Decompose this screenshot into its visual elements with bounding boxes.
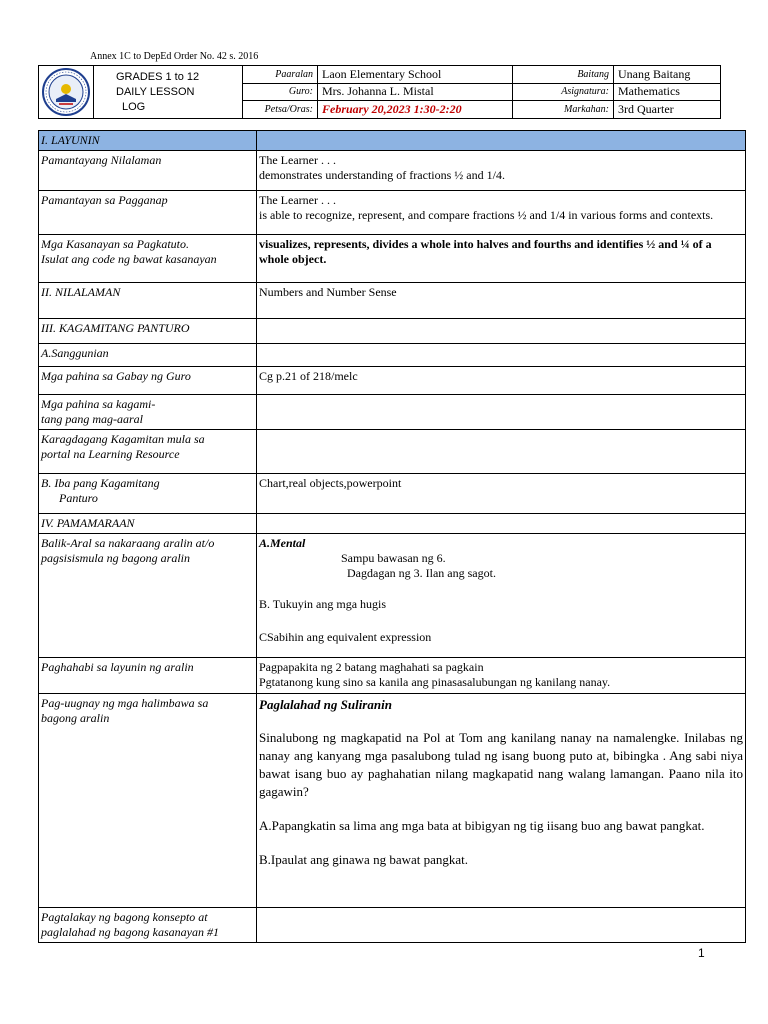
paghahabi-label: Paghahabi sa layunin ng aralin — [39, 658, 257, 694]
suliranin-paragraph: Sinalubong ng magkapatid na Pol at Tom ang kanilang nanay na namalengke. Inilabas ng nanay ang kanyang mga pasalubong tulad ng isang buong puto at, bibingka . Ang sabi niya bawat isang buo ay paghahatian nilang magkapatid nang walang lamangan. Paano nila ito gagawin? — [259, 730, 743, 799]
mental-line1: Sampu bawasan ng 6. — [341, 551, 446, 565]
school-value: Laon Elementary School — [318, 66, 513, 84]
mental-b: B. Tukuyin ang mga hugis — [259, 597, 387, 611]
nilalaman2-text: Numbers and Number Sense — [257, 283, 746, 319]
pagtalakay-label-line2: paglalahad ng bagong kasanayan #1 — [41, 925, 219, 939]
deped-seal-icon — [41, 67, 91, 117]
pagganap-line2: is able to recognize, represent, and compare fractions ½ and 1/4 in various forms and contexts. — [259, 208, 714, 222]
suliranin-title: Paglalahad ng Suliranin — [259, 697, 392, 712]
gabay-label: Mga pahina sa Gabay ng Guro — [39, 367, 257, 395]
iba-text: Chart,real objects,powerpoint — [257, 474, 746, 514]
nilalaman-line2: demonstrates understanding of fractions ½ and 1/4. — [259, 168, 505, 182]
karagdagan-label-line1: Karagdagang Kagamitan mula sa — [41, 432, 205, 446]
dll-title-line2: DAILY LESSON — [116, 85, 195, 98]
annex-reference: Annex 1C to DepEd Order No. 42 s. 2016 — [90, 51, 259, 62]
kagami-label-line1: Mga pahina sa kagami- — [41, 397, 156, 411]
date-label: Petsa/Oras: — [243, 101, 318, 119]
teacher-label: Guro: — [243, 83, 318, 101]
mental-line2: Dagdagan ng 3. Ilan ang sagot. — [347, 566, 496, 580]
header-table — [38, 65, 721, 119]
school-label: Paaralan — [243, 66, 318, 84]
grade-value: Unang Baitang — [614, 66, 721, 84]
suliranin-b: B.Ipaulat ang ginawa ng bawat pangkat. — [259, 852, 469, 867]
nilalaman-text — [257, 151, 746, 191]
pagganap-label: Pamantayan sa Pagganap — [39, 191, 257, 235]
paghahabi-line2: Pgtatanong kung sino sa kanila ang pinasasalubungan ng kanilang nanay. — [259, 675, 611, 689]
pagtalakay-label-line1: Pagtalakay ng bagong konsepto at — [41, 910, 208, 924]
pag-ugnay-label-line2: bagong aralin — [41, 711, 110, 725]
suliranin-section — [257, 694, 746, 908]
quarter-label: Markahan: — [513, 101, 614, 119]
section-layunin: I. LAYUNIN — [39, 131, 257, 151]
paghahabi-line1: Pagpapakita ng 2 batang maghahati sa pagkain — [259, 660, 484, 674]
paghahabi-text — [257, 658, 746, 694]
subject-value: Mathematics — [614, 83, 721, 101]
balik-label-line1: Balik-Aral sa nakaraang aralin at/o — [41, 536, 215, 550]
gabay-text: Cg p.21 of 218/melc — [257, 367, 746, 395]
pamamaraan-label: IV. PAMAMARAAN — [39, 514, 257, 534]
balik-label-line2: pagsisismula ng bagong aralin — [41, 551, 191, 565]
grade-label: Baitang — [513, 66, 614, 84]
date-value: February 20,2023 1:30-2:20 — [318, 101, 513, 119]
balik-label — [39, 534, 257, 658]
kagamitan-label: III. KAGAMITANG PANTURO — [39, 319, 257, 344]
pagtalakay-label — [39, 908, 257, 943]
iba-label — [39, 474, 257, 514]
sanggunian-label: A.Sanggunian — [39, 344, 257, 367]
kasanayan-label-line2: Isulat ang code ng bawat kasanayan — [41, 252, 217, 266]
lesson-table — [38, 130, 746, 943]
mental-c: CSabihin ang equivalent expression — [259, 630, 432, 644]
dll-title-line3: LOG — [122, 100, 146, 113]
mental-section — [257, 534, 746, 658]
nilalaman2-label: II. NILALAMAN — [39, 283, 257, 319]
iba-label-line1: B. Iba pang Kagamitang — [41, 476, 160, 490]
kagami-label-line2: tang pang mag-aaral — [41, 412, 143, 426]
kagami-label — [39, 395, 257, 430]
mental-title: A.Mental — [259, 536, 306, 550]
pag-ugnay-label-line1: Pag-uugnay ng mga halimbawa sa — [41, 696, 209, 710]
pagganap-line1: The Learner . . . — [259, 193, 336, 207]
iba-label-line2: Panturo — [59, 491, 98, 505]
page-number: 1 — [698, 946, 705, 960]
nilalaman-label: Pamantayang Nilalaman — [39, 151, 257, 191]
subject-label: Asignatura: — [513, 83, 614, 101]
dll-title — [94, 66, 243, 119]
kasanayan-label — [39, 235, 257, 283]
dll-title-line1: GRADES 1 to 12 — [116, 70, 200, 83]
deped-seal-cell — [39, 66, 94, 119]
kasanayan-text: visualizes, represents, divides a whole into halves and fourths and identifies ½ and ¼ of a whole object. — [257, 235, 746, 283]
karagdagan-label-line2: portal na Learning Resource — [41, 447, 180, 461]
kasanayan-label-line1: Mga Kasanayan sa Pagkatuto. — [41, 237, 189, 251]
suliranin-a: A.Papangkatin sa lima ang mga bata at bibigyan ng tig iisang buo ang bawat pangkat. — [259, 818, 705, 833]
pag-ugnay-label — [39, 694, 257, 908]
quarter-value: 3rd Quarter — [614, 101, 721, 119]
karagdagan-label — [39, 430, 257, 474]
teacher-value: Mrs. Johanna L. Mistal — [318, 83, 513, 101]
pagganap-text — [257, 191, 746, 235]
nilalaman-line1: The Learner . . . — [259, 153, 336, 167]
